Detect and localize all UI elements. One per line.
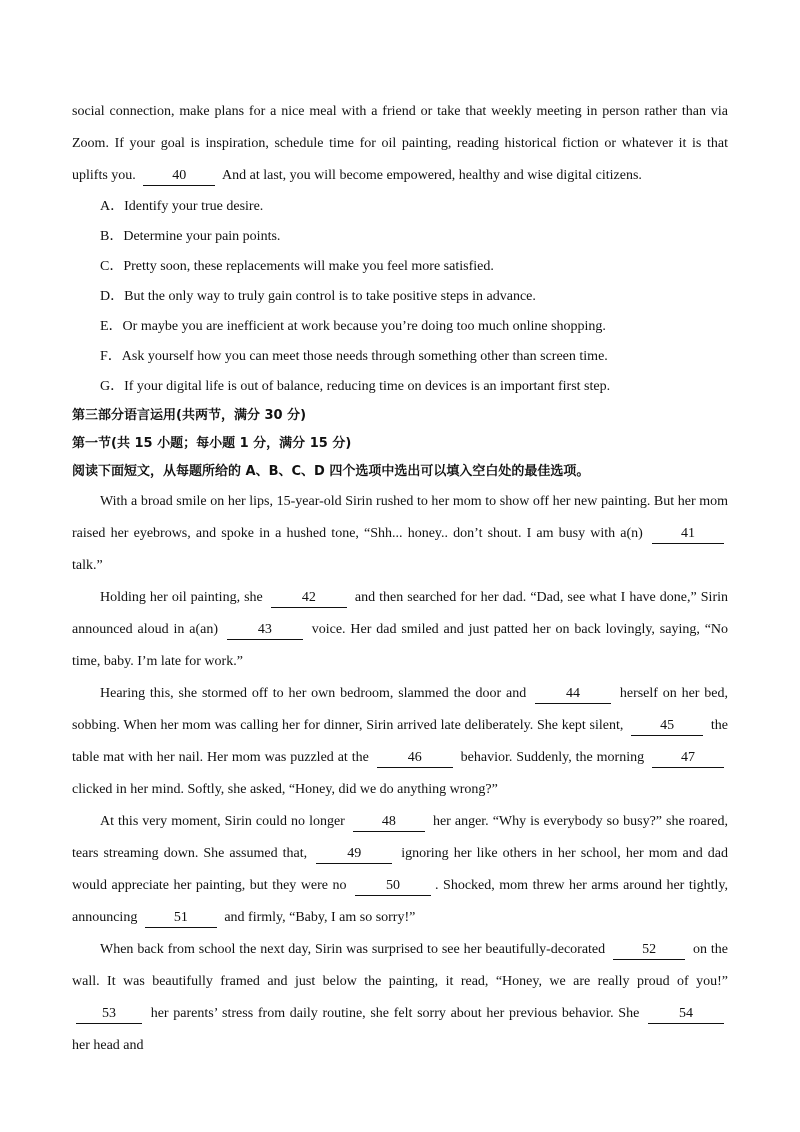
cloze-text: Holding her oil painting, she [100,590,263,605]
blank-41: 41 [652,525,724,544]
document-page [72,96,728,1062]
cloze-text: At this very moment, Sirin could no longer [100,814,345,829]
passage-line: And at last, you will become empowered, healthy and wise digital citizens. [222,168,642,183]
passage-line: social connection, make plans for a nice meal with a friend or take that weekly meeting in person rather than via [72,104,728,119]
option-c: C．Pretty soon, these replacements will make you feel more satisfied. [100,259,494,274]
cloze-text: and firmly, “Baby, I am so sorry!” [224,910,416,925]
option-a: A．Identify your true desire. [100,199,264,214]
cloze-text: behavior. Suddenly, the morning [460,750,645,765]
blank-40: 40 [143,167,215,186]
cloze-text: With a broad smile on her lips, 15-year-old Sirin rushed to her mom to show off her new painting. But her mom raised her eyebrows, and spoke in a hushed tone, “Shh... honey.. don’t shout. I am busy with a(n) [72,494,728,541]
cloze-text: talk.” [72,558,103,573]
option-g: G．If your digital life is out of balance, reducing time on devices is an important first step. [100,379,611,394]
cloze-text: When back from school the next day, Sirin was surprised to see her beautifully-decorated [100,942,606,957]
cloze-paragraph-1 [72,486,728,582]
cloze-text: Hearing this, she stormed off to her own bedroom, slammed the door and [100,686,527,701]
blank-54: 54 [648,1005,724,1024]
cloze-paragraph-2 [72,582,728,678]
option-b: B．Determine your pain points. [100,229,281,244]
blank-45: 45 [631,717,703,736]
blank-49: 49 [316,845,392,864]
blank-47: 47 [652,749,724,768]
passage-line: uplifts you. [72,168,136,183]
cloze-paragraph-4 [72,806,728,934]
cloze-text: the table mat with her nail. Her mom was puzzled at the [72,718,729,765]
cloze-text: voice. Her dad smiled and just patted her on back lovingly, saying, “No time, baby. I’m late for work.” [72,622,729,669]
cloze-text: herself on her bed, sobbing. When her mom was calling her for dinner, Sirin arrived late deliberately. She kept silent, [72,686,729,733]
cloze-text: clicked in her mind. Softly, she asked, “Honey, did we do anything wrong?” [72,782,498,797]
section1-heading: 第一节(共 15 小题；每小题 1 分，满分 15 分) [72,436,352,451]
cloze-text: her anger. “Why is everybody so busy?” she roared, tears streaming down. She assumed that, [72,814,729,861]
blank-50: 50 [355,877,431,896]
cloze-text: on the wall. It was beautifully framed and just below the painting, it read, “Honey, we are really proud of you!” [72,942,729,989]
cloze-paragraph-3 [72,678,728,806]
option-d: D．But the only way to truly gain control is to take positive steps in advance. [100,289,536,304]
blank-53: 53 [76,1005,142,1024]
cloze-paragraph-5 [72,934,728,1062]
cloze-text: and then searched for her dad. “Dad, see what I have done,” Sirin announced aloud in a(an) [72,590,728,637]
part3-heading: 第三部分语言运用(共两节，满分 30 分) [72,408,307,423]
cloze-text: . Shocked, mom threw her arms around her tightly, announcing [72,878,728,925]
cloze-text: her parents’ stress from daily routine, she felt sorry about her previous behavior. She [150,1006,640,1021]
blank-44: 44 [535,685,611,704]
blank-51: 51 [145,909,217,928]
blank-43: 43 [227,621,303,640]
cloze-text: her head and [72,1038,144,1053]
instruction-text: 阅读下面短文，从每题所给的 A、B、C、D 四个选项中选出可以填入空白处的最佳选项。 [72,464,590,479]
blank-52: 52 [613,941,685,960]
blank-48: 48 [353,813,425,832]
option-f: F．Ask yourself how you can meet those needs through something other than screen time. [100,349,608,364]
option-e: E．Or maybe you are inefficient at work because you’re doing too much online shopping. [100,319,606,334]
passage-line: Zoom. If your goal is inspiration, schedule time for oil painting, reading historical fiction or whatever it is that [72,136,728,151]
cloze-text: ignoring her like others in her school, her mom and dad would appreciate her painting, but they were no [72,846,729,893]
blank-42: 42 [271,589,347,608]
passage-text [72,96,728,192]
blank-46: 46 [377,749,453,768]
